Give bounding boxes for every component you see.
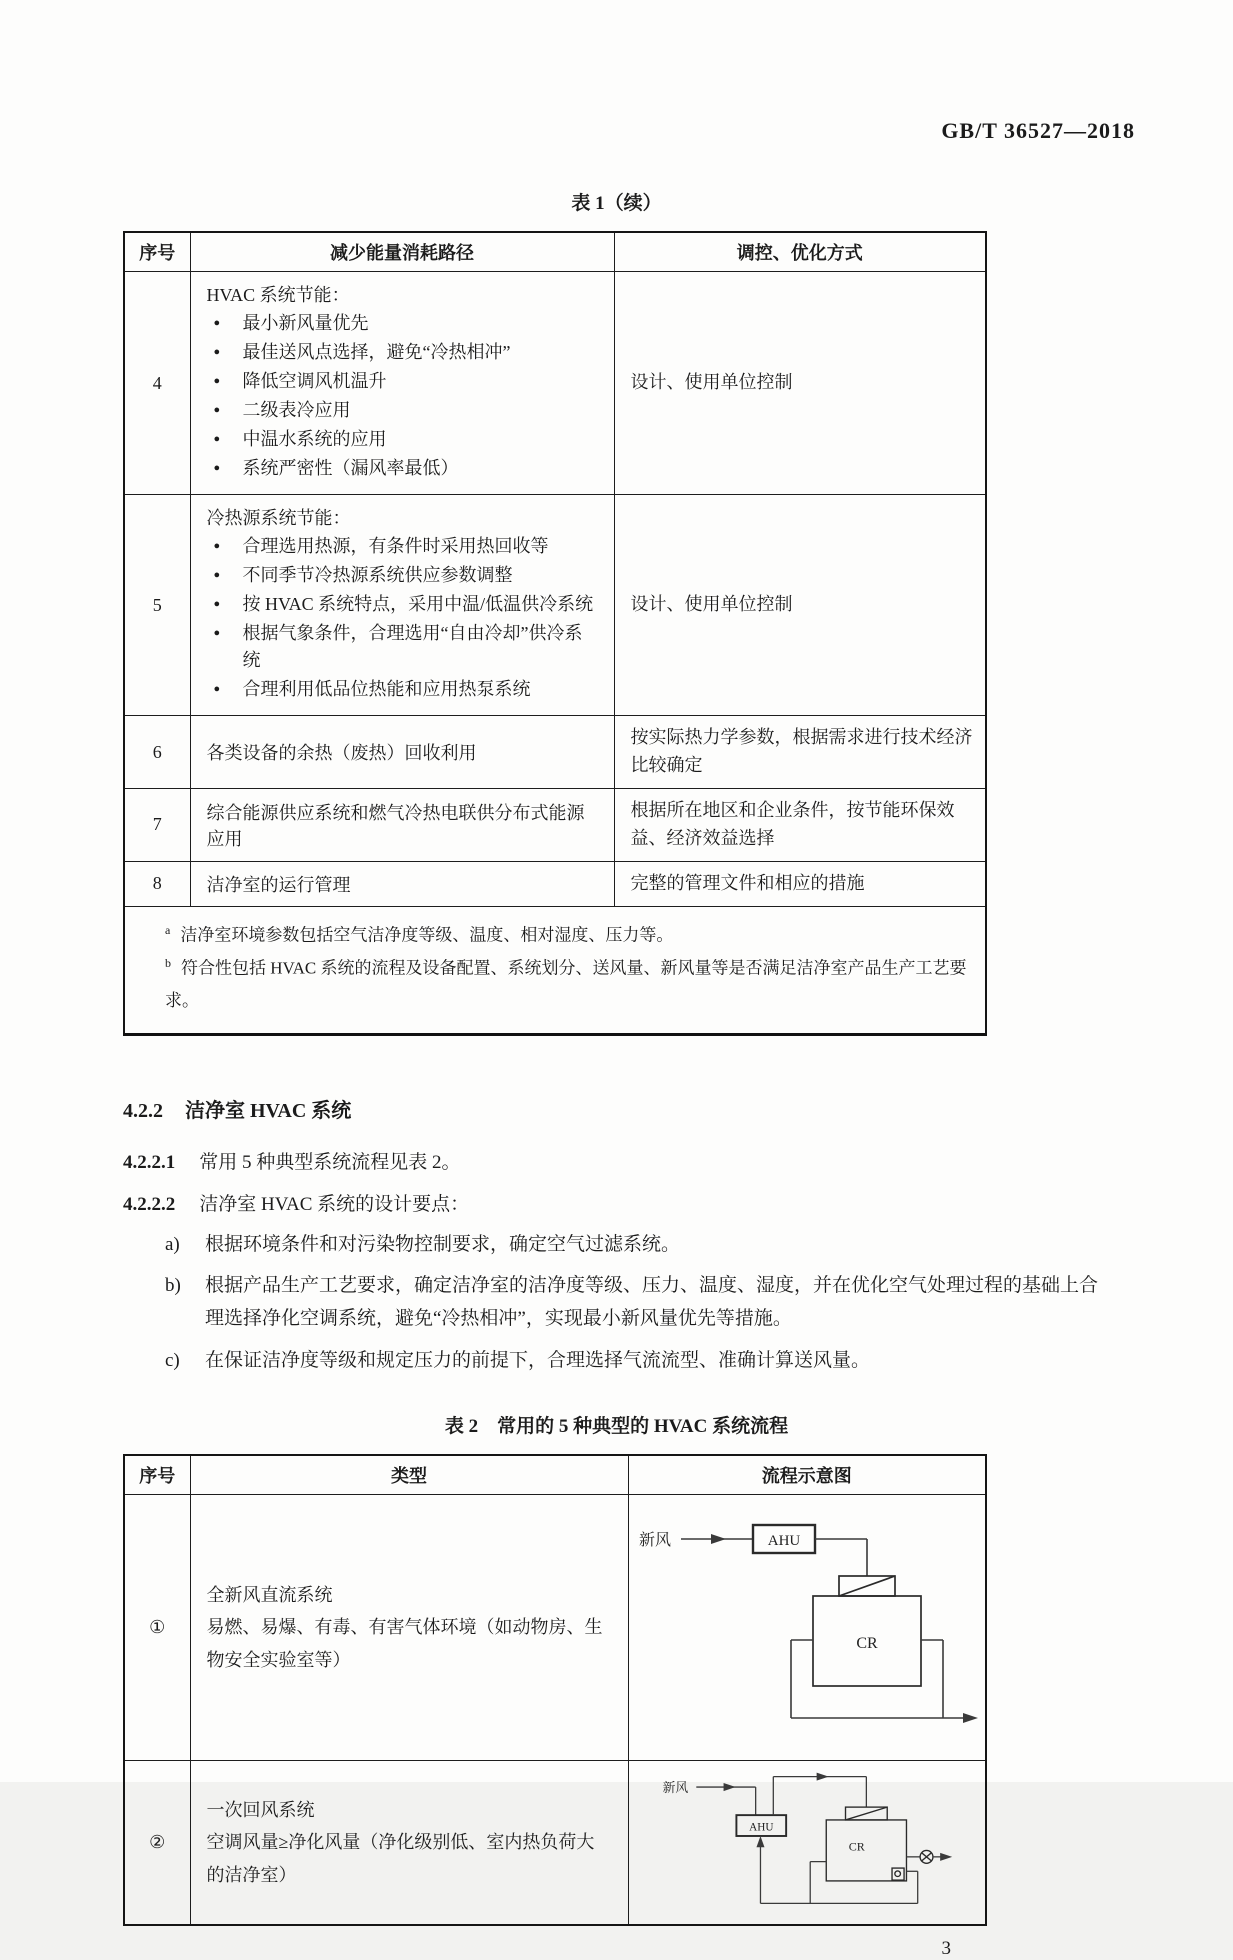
t2row2-no: ②: [124, 1760, 190, 1925]
row4-no: 4: [124, 272, 190, 495]
t2row2-diagram: [628, 1760, 986, 1925]
table1-caption: 表 1（续）: [571, 193, 662, 214]
table-row: [124, 1494, 986, 1760]
table2-header-type: 类型: [190, 1455, 628, 1495]
table-row: [124, 272, 986, 495]
table2-header-row: [124, 1455, 986, 1495]
row5-bullet-list: [207, 533, 600, 703]
bullet-item: ● 二级表冷应用: [207, 397, 600, 424]
bullet-item: ● 降低空调风机温升: [207, 368, 600, 395]
system-type-title: 一次回风系统: [206, 1799, 315, 1820]
paragraph-4-2-2-2: [123, 1191, 1113, 1220]
item-marker: b): [165, 1275, 181, 1297]
row5-no: 5: [124, 495, 190, 716]
flow-diagram-primary-return: [657, 1767, 957, 1913]
footnote-a: [165, 919, 971, 952]
flow-arrow: [816, 1772, 828, 1780]
cr-label: CR: [856, 1634, 878, 1652]
row5-path: [190, 495, 614, 716]
table2-hvac-systems: [123, 1454, 987, 1926]
system-type-title: 全新风直流系统: [206, 1584, 333, 1605]
row6-path: 各类设备的余热（废热）回收利用: [190, 716, 614, 789]
list-item: [165, 1344, 1113, 1377]
row7-control: 根据所在地区和企业条件，按节能环保效益、经济效益选择: [614, 788, 986, 861]
row7-path: 综合能源供应系统和燃气冷热电联供分布式能源应用: [190, 788, 614, 861]
fresh-air-label: 新风: [662, 1780, 689, 1795]
bullet-item: ● 按 HVAC 系统特点，采用中温/低温供冷系统: [207, 591, 600, 618]
footnote-b-marker: b: [165, 955, 171, 970]
return-air-arrow: [756, 1836, 764, 1847]
section-heading: [123, 1094, 1113, 1123]
item-text: 在保证洁净度等级和规定压力的前提下，合理选择气流流型、准确计算送风量。: [205, 1349, 871, 1371]
row4-path: [190, 272, 614, 495]
paragraph-number: 4.2.2.1: [123, 1151, 176, 1173]
footnote-b-text: 符合性包括 HVAC 系统的流程及设备配置、系统划分、送风量、新风量等是否满足洁净室产品生产工艺要求。: [165, 958, 967, 1010]
bullet-item: ● 系统严密性（漏风率最低）: [207, 455, 600, 482]
table1-header-control: 调控、优化方式: [614, 232, 986, 272]
table-row: [124, 861, 986, 906]
cr-label: CR: [848, 1839, 865, 1854]
row5-control: 设计、使用单位控制: [614, 495, 986, 716]
damper-box: [892, 1868, 904, 1880]
section-number: 4.2.2: [123, 1099, 163, 1122]
flow-arrow: [723, 1783, 735, 1791]
table1-footnotes: [124, 906, 986, 1034]
paragraph-number: 4.2.2.2: [123, 1194, 176, 1216]
list-item: [165, 1228, 1113, 1261]
table-row: [124, 495, 986, 716]
fresh-air-label: 新风: [638, 1531, 671, 1549]
exhaust-arrow: [963, 1713, 978, 1723]
footnote-b: [165, 952, 971, 1017]
row8-control: 完整的管理文件和相应的措施: [614, 861, 986, 906]
exhaust-arrow: [940, 1853, 952, 1861]
bullet-item: ● 合理选用热源，有条件时采用热回收等: [207, 533, 600, 560]
t2row1-diagram: [628, 1494, 986, 1760]
table-row: [124, 716, 986, 789]
table-row: [124, 1760, 986, 1925]
page-number: 3: [941, 1937, 951, 1959]
row4-title: HVAC 系统节能：: [206, 285, 350, 305]
row4-bullet-list: [207, 310, 600, 482]
item-text: 根据产品生产工艺要求，确定洁净室的洁净度等级、压力、温度、湿度，并在优化空气处理过程的基础上合理选择净化空调系统，避免“冷热相冲”，实现最小新风量优先等措施。: [205, 1275, 1099, 1330]
row8-no: 8: [124, 861, 190, 906]
ahu-label: AHU: [748, 1821, 774, 1834]
table1-header-row: [124, 232, 986, 272]
bullet-item: ● 合理利用低品位热能和应用热泵系统: [207, 676, 600, 703]
footnote-a-text: 洁净室环境参数包括空气洁净度等级、温度、相对湿度、压力等。: [180, 925, 674, 945]
list-item: [165, 1269, 1113, 1336]
system-type-desc: 空调风量≥净化风量（净化级别低、室内热负荷大的洁净室）: [206, 1832, 595, 1885]
system-type-desc: 易燃、易爆、有毒、有害气体环境（如动物房、生物安全实验室等）: [206, 1617, 603, 1670]
t2row1-type: [190, 1494, 628, 1760]
t2row2-type: [190, 1760, 628, 1925]
bullet-item: ● 不同季节冷热源系统供应参数调整: [207, 562, 600, 589]
cleanroom-box: [826, 1820, 906, 1881]
paragraph-text: 洁净室 HVAC 系统的设计要点：: [199, 1194, 470, 1216]
table2-caption: 表 2 常用的 5 种典型的 HVAC 系统流程: [444, 1415, 789, 1437]
footnote-a-marker: a: [165, 922, 171, 937]
row8-path: 洁净室的运行管理: [190, 861, 614, 906]
item-text: 根据环境条件和对污染物控制要求，确定空气过滤系统。: [205, 1233, 681, 1255]
bullet-item: ● 根据气象条件，合理选用“自由冷却”供冷系统: [207, 620, 600, 674]
table1-energy-paths: [123, 231, 987, 1036]
table1-header-no: 序号: [124, 232, 190, 272]
item-marker: a): [165, 1233, 180, 1255]
flow-diagram-full-fresh-air: [635, 1508, 979, 1742]
table2-header-no: 序号: [124, 1455, 190, 1495]
row6-no: 6: [124, 716, 190, 789]
paragraph-text: 常用 5 种典型系统流程见表 2。: [199, 1151, 461, 1173]
table1-header-path: 减少能量消耗路径: [190, 232, 614, 272]
row5-title: 冷热源系统节能：: [206, 508, 351, 529]
table-row: [124, 788, 986, 861]
bullet-item: ● 最小新风量优先: [207, 310, 600, 337]
standard-number: GB/T 36527—2018: [941, 118, 1135, 143]
row6-control: 按实际热力学参数，根据需求进行技术经济比较确定: [614, 716, 986, 789]
bullet-item: ● 最佳送风点选择，避免“冷热相冲”: [207, 339, 600, 366]
ahu-label: AHU: [767, 1532, 800, 1549]
item-marker: c): [165, 1349, 180, 1371]
row4-control: 设计、使用单位控制: [614, 272, 986, 495]
bullet-item: ● 中温水系统的应用: [207, 426, 600, 453]
section-4-2-2: [123, 1094, 1113, 1377]
row7-no: 7: [124, 788, 190, 861]
section-title: 洁净室 HVAC 系统: [185, 1099, 352, 1122]
paragraph-4-2-2-1: [123, 1149, 1113, 1178]
t2row1-no: ①: [124, 1494, 190, 1760]
flow-arrow: [711, 1534, 726, 1544]
table2-header-diagram: 流程示意图: [628, 1455, 986, 1495]
design-points-list: [123, 1228, 1113, 1377]
